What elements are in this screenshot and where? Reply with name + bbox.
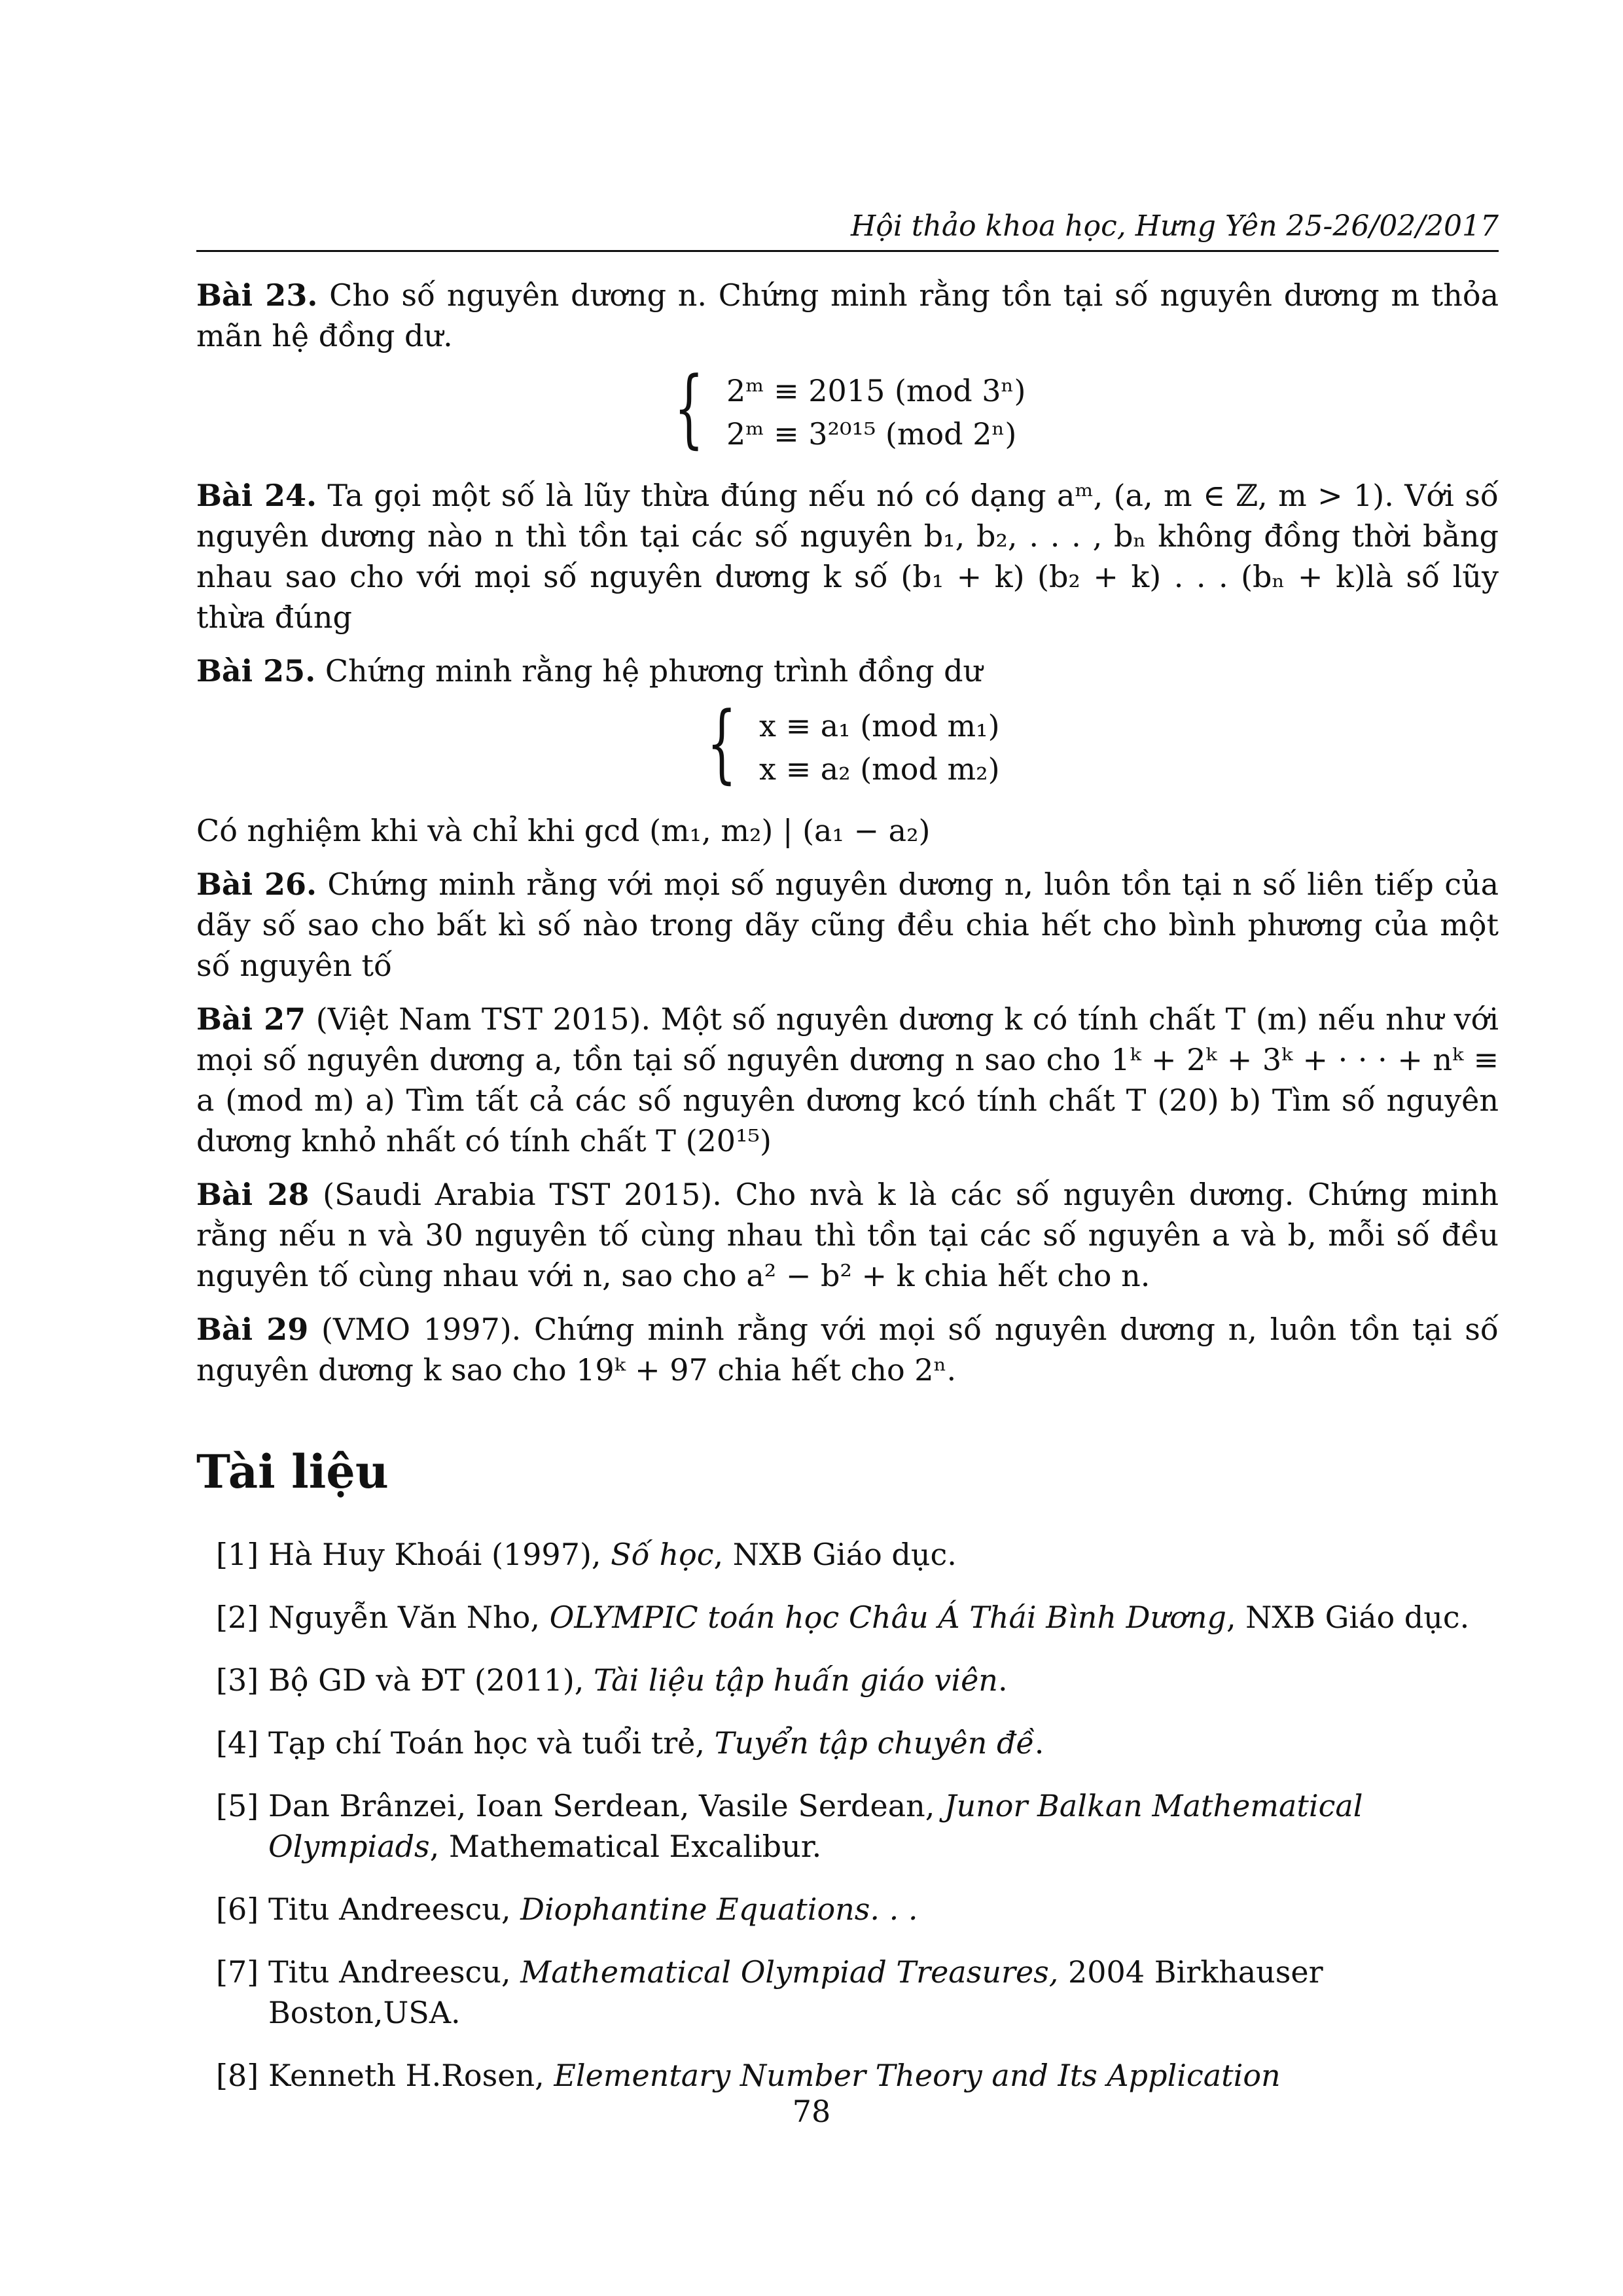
problem-source: (Saudi Arabia TST 2015). xyxy=(323,1177,722,1212)
reference-item xyxy=(216,1660,1499,1700)
reference-title: Mathematical Olympiad Treasures, xyxy=(520,1954,1059,1990)
reference-number: [1] xyxy=(216,1537,259,1572)
problem-text: Một số nguyên dương k có tính chất T (m) nếu như với mọi số nguyên dương a, tồn tại số nguyên dương n sao cho 1ᵏ + 2ᵏ + 3ᵏ + · · · + nᵏ ≡ a (mod m) a) Tìm tất cả các số nguyên dương kcó tính chất T (20) b) Tìm số nguyên dương knhỏ nhất có tính chất T (20¹⁵) xyxy=(196,1001,1499,1158)
problem-29 xyxy=(196,1309,1499,1390)
problem-26 xyxy=(196,864,1499,986)
problem-25-condition: Có nghiệm khi và chỉ khi gcd (m₁, m₂) | (a₁ − a₂) xyxy=(196,813,931,848)
reference-publisher: , Mathematical Excalibur. xyxy=(429,1829,822,1864)
system-line: x ≡ a₂ (mod m₂) xyxy=(759,751,1000,787)
reference-item xyxy=(216,1723,1499,1763)
system-line: x ≡ a₁ (mod m₁) xyxy=(759,708,1000,744)
running-header: Hội thảo khoa học, Hưng Yên 25-26/02/2017 xyxy=(850,209,1499,243)
brace-symbol: { xyxy=(674,358,704,457)
reference-title: OLYMPIC toán học Châu Á Thái Bình Dương xyxy=(549,1600,1226,1635)
system-line: 2ᵐ ≡ 3²⁰¹⁵ (mod 2ⁿ) xyxy=(726,416,1017,452)
reference-authors: Tạp chí Toán học và tuổi trẻ, xyxy=(268,1725,715,1761)
reference-title: Diophantine Equations. . . xyxy=(520,1892,918,1927)
main-content xyxy=(196,275,1499,2118)
problem-text: Chứng minh rằng với mọi số nguyên dương n, luôn tồn tại số nguyên dương k sao cho 19ᵏ + 97 chia hết cho 2ⁿ. xyxy=(196,1312,1499,1388)
reference-number: [6] xyxy=(216,1892,259,1927)
references-heading: Tài liệu xyxy=(196,1444,389,1499)
reference-item xyxy=(216,1534,1499,1575)
problem-source: (VMO 1997). xyxy=(321,1312,522,1347)
reference-publisher: , NXB Giáo dục. xyxy=(713,1537,957,1572)
reference-authors: Titu Andreescu, xyxy=(268,1954,521,1990)
problem-source: (Việt Nam TST 2015). xyxy=(315,1001,651,1037)
problem-text: Chứng minh rằng hệ phương trình đồng dư xyxy=(325,653,983,689)
reference-authors: Titu Andreescu, xyxy=(268,1892,521,1927)
brace-symbol: { xyxy=(707,693,737,793)
reference-title: Số học xyxy=(611,1537,714,1572)
reference-publisher: . xyxy=(1034,1725,1044,1761)
reference-number: [8] xyxy=(216,2058,259,2093)
problem-label: Bài 24. xyxy=(196,478,317,513)
header-rule xyxy=(196,250,1499,252)
problem-28 xyxy=(196,1174,1499,1296)
problem-text: Cho nvà k là các số nguyên dương. Chứng minh rằng nếu n và 30 nguyên tố cùng nhau thì tồn tại các số nguyên a và b, mỗi số đều nguyên tố cùng nhau với n, sao cho a² − b² + k chia hết cho n. xyxy=(196,1177,1499,1293)
reference-authors: Nguyễn Văn Nho, xyxy=(268,1600,550,1635)
congruence-system xyxy=(707,693,1499,793)
reference-list xyxy=(216,1534,1499,2096)
reference-item xyxy=(216,1952,1499,2033)
reference-title: Tài liệu tập huấn giáo viên xyxy=(594,1662,998,1698)
reference-authors: Bộ GD và ĐT (2011), xyxy=(268,1662,594,1698)
reference-item xyxy=(216,1785,1499,1867)
congruence-system xyxy=(674,358,1499,457)
problem-label: Bài 28 xyxy=(196,1177,310,1212)
reference-authors: Dan Brânzei, Ioan Serdean, Vasile Serdean, xyxy=(268,1788,945,1823)
reference-title: Elementary Number Theory and Its Application xyxy=(554,2058,1281,2093)
problem-27 xyxy=(196,999,1499,1161)
reference-item xyxy=(216,1889,1499,1929)
reference-authors: Kenneth H.Rosen, xyxy=(268,2058,554,2093)
problem-23 xyxy=(196,275,1499,356)
problem-text: Cho số nguyên dương n. Chứng minh rằng tồn tại số nguyên dương m thỏa mãn hệ đồng dư. xyxy=(196,278,1499,353)
problem-text: Chứng minh rằng với mọi số nguyên dương n, luôn tồn tại n số liên tiếp của dãy số sao cho bất kì số nào trong dãy cũng đều chia hết cho bình phương của một số nguyên tố xyxy=(196,867,1499,983)
reference-title: Junor Balkan Mathematical Olympiads xyxy=(268,1788,1363,1864)
reference-item xyxy=(216,1597,1499,1638)
reference-number: [3] xyxy=(216,1662,259,1698)
reference-number: [5] xyxy=(216,1788,259,1823)
reference-number: [7] xyxy=(216,1954,259,1990)
reference-publisher: , NXB Giáo dục. xyxy=(1226,1600,1470,1635)
problem-label: Bài 25. xyxy=(196,653,316,689)
problem-label: Bài 29 xyxy=(196,1312,309,1347)
problem-label: Bài 27 xyxy=(196,1001,306,1037)
reference-publisher: 2004 Birkhauser Boston,USA. xyxy=(268,1954,1323,2030)
reference-publisher: . xyxy=(997,1662,1008,1698)
problem-label: Bài 23. xyxy=(196,278,318,313)
system-line: 2ᵐ ≡ 2015 (mod 3ⁿ) xyxy=(726,373,1026,408)
problem-text: Ta gọi một số là lũy thừa đúng nếu nó có dạng aᵐ, (a, m ∈ ℤ, m > 1). Với số nguyên dương nào n thì tồn tại các số nguyên b₁, b₂, . . . , bₙ không đồng thời bằng nhau sao cho với mọi số nguyên dương k số (b₁ + k) (b₂ + k) . . . (bₙ + k)là số lũy thừa đúng xyxy=(196,478,1499,635)
problem-label: Bài 26. xyxy=(196,867,317,902)
reference-item xyxy=(216,2055,1499,2096)
reference-title: Tuyển tập chuyên đề xyxy=(714,1725,1035,1761)
problem-25 xyxy=(196,651,1499,691)
page-number: 78 xyxy=(792,2094,831,2129)
reference-number: [2] xyxy=(216,1600,259,1635)
reference-authors: Hà Huy Khoái (1997), xyxy=(268,1537,611,1572)
reference-number: [4] xyxy=(216,1725,259,1761)
problem-24 xyxy=(196,475,1499,637)
